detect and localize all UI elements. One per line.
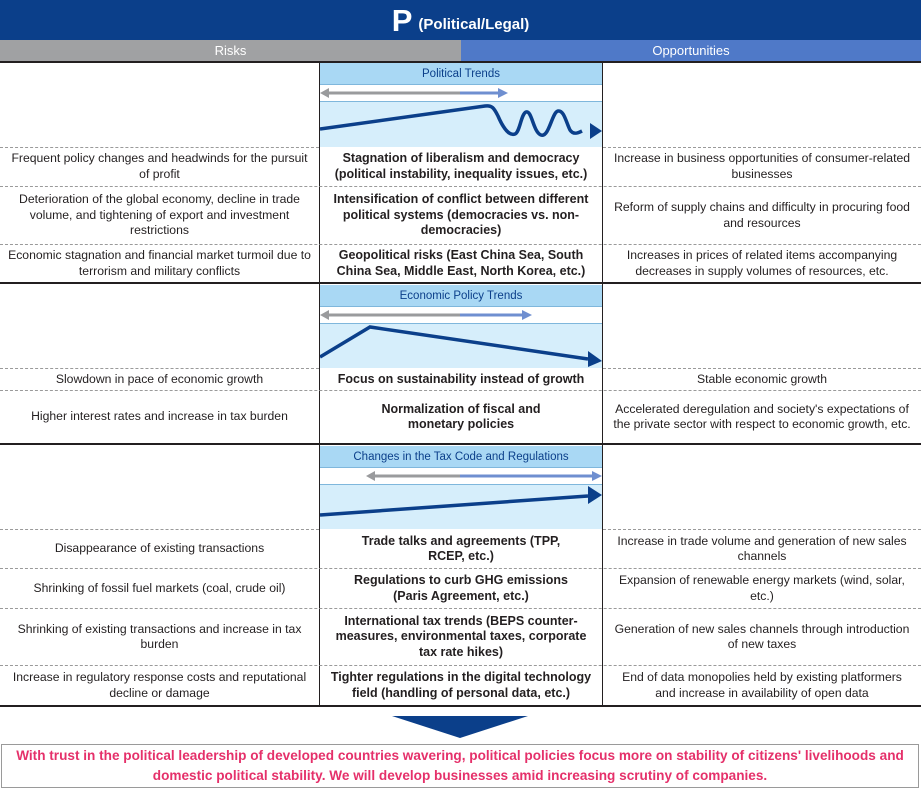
factor-cell: Stagnation of liberalism and democracy (political instability, inequality issues, etc.)	[334, 151, 588, 181]
trend-title-economic: Economic Policy Trends	[320, 285, 602, 307]
risk-cell: Increase in regulatory response costs and reputational decline or damage	[12, 670, 307, 700]
risk-cell: Higher interest rates and increase in tax burden	[31, 409, 288, 424]
section-divider	[0, 443, 921, 445]
opportunity-cell: Reform of supply chains and difficulty in procuring food and resources	[614, 200, 910, 230]
factor-cell: Intensification of conflict between different political systems (democracies vs. non-democracies)	[333, 192, 589, 238]
factor-cell: Focus on sustainability instead of growth	[337, 371, 585, 386]
trend-title-tax: Changes in the Tax Code and Regulations	[320, 446, 602, 468]
factor-cell: Regulations to curb GHG emissions (Paris Agreement, etc.)	[354, 573, 568, 603]
opportunity-cell: Increase in business opportunities of consumer-related businesses	[613, 151, 911, 181]
opportunity-cell: Generation of new sales channels through introduction of new taxes	[614, 621, 910, 651]
risk-cell: Shrinking of existing transactions and increase in tax burden	[17, 621, 302, 651]
trend-chart-political	[320, 101, 602, 147]
risk-cell: Deterioration of the global economy, decline in trade volume, and tightening of export and investment restrictions	[19, 192, 300, 238]
factor-cell: Trade talks and agreements (TPP, RCEP, etc.)	[361, 533, 561, 563]
opportunities-header: Opportunities	[461, 40, 921, 61]
title-subtitle: (Political/Legal)	[418, 15, 530, 33]
trend-chart-tax	[320, 484, 602, 529]
risks-header: Risks	[0, 40, 461, 61]
trend-range-arrows	[320, 468, 602, 484]
factor-cell: Tighter regulations in the digital technology field (handling of personal data, etc.)	[330, 670, 592, 700]
trend-range-arrows	[320, 85, 602, 101]
down-arrow-icon	[392, 716, 528, 738]
title-bar	[0, 0, 921, 40]
factor-cell: Normalization of fiscal and monetary policies	[381, 401, 541, 431]
risk-cell: Shrinking of fossil fuel markets (coal, crude oil)	[33, 580, 286, 595]
opportunity-cell: Accelerated deregulation and society's expectations of the private sector with respect to economic growth, etc.	[613, 401, 911, 431]
opportunity-cell: Stable economic growth	[696, 371, 828, 386]
opportunity-cell: Expansion of renewable energy markets (wind, solar, etc.)	[619, 573, 905, 603]
factor-cell: Geopolitical risks (East China Sea, South China Sea, Middle East, North Korea, etc.)	[336, 248, 586, 278]
opportunity-cell: End of data monopolies held by existing platformers and increase in availability of open data	[622, 670, 902, 700]
risk-cell: Frequent policy changes and headwinds for the pursuit of profit	[11, 151, 308, 181]
risk-cell: Disappearance of existing transactions	[54, 541, 265, 556]
factor-cell: International tax trends (BEPS counter-measures, environmental taxes, corporate tax rate hikes)	[335, 613, 587, 659]
title-letter: P	[391, 2, 413, 38]
conclusion-box: With trust in the political leadership of developed countries wavering, political policies focus more on stability of citizens' livelihoods and domestic political stability. We will develop businesses amid increasing scrutiny of companies.	[1, 744, 919, 788]
risk-cell: Economic stagnation and financial market turmoil due to terrorism and military conflicts	[8, 248, 311, 278]
risk-cell: Slowdown in pace of economic growth	[55, 371, 264, 386]
section-divider	[0, 282, 921, 284]
section-divider	[0, 705, 921, 707]
trend-chart-economic	[320, 323, 602, 368]
opportunity-cell: Increases in prices of related items accompanying decreases in supply volumes of resources, etc.	[626, 248, 898, 278]
opportunity-cell: Increase in trade volume and generation of new sales channels	[617, 533, 907, 563]
trend-range-arrows	[320, 307, 602, 323]
trend-title-political: Political Trends	[320, 63, 602, 85]
